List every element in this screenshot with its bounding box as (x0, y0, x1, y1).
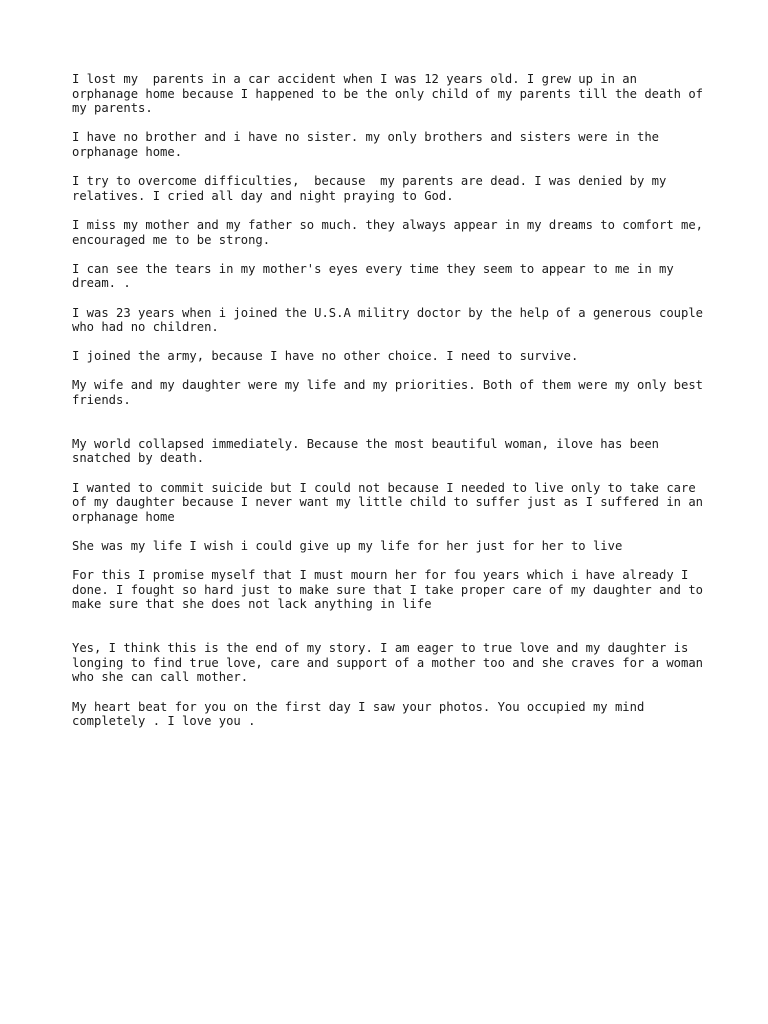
paragraph-6: I was 23 years when i joined the U.S.A militry doctor by the help of a generous couple who had no children. (72, 305, 711, 335)
paragraph-11: She was my life I wish i could give up my life for her just for her to live (72, 539, 623, 553)
paragraph-3: I try to overcome difficulties, because my parents are dead. I was denied by my relatives. I cried all day and night praying to God. (72, 174, 674, 203)
paragraph-13: Yes, I think this is the end of my story. I am eager to true love and my daughter is longing to find true love, care and support of a mother too and she craves for a woman who she can call mother. (72, 641, 711, 685)
paragraph-7: I joined the army, because I have no other choice. I need to survive. (72, 349, 579, 364)
paragraph-14: My heart beat for you on the first day I saw your photos. You occupied my mind completely . I love you . (72, 699, 652, 729)
paragraph-5: I can see the tears in my mother's eyes every time they seem to appear to me in my dream. . (72, 261, 682, 291)
paragraph-2: I have no brother and i have no sister. my only brothers and sisters were in the orphanage home. (72, 130, 667, 159)
paragraph-10: I wanted to commit suicide but I could not because I needed to live only to take care of my daughter because I never want my little child to suffer just as I suffered in an orphanage home (72, 480, 711, 524)
paragraph-12: For this I promise myself that I must mourn her for fou years which i have already I done. I fought so hard just to make sure that I take proper care of my daughter and to make sure that she does not lack anything in life (72, 568, 711, 612)
paragraph-9: My world collapsed immediately. Because the most beautiful woman, ilove has been snatched by death. (72, 436, 667, 466)
paragraph-1: I lost my parents in a car accident when I was 12 years old. I grew up in an orphanage home because I happened to be the only child of my parents till the death of my parents. (72, 72, 711, 116)
paragraph-8: My wife and my daughter were my life and my priorities. Both of them were my only best friends. (72, 378, 711, 408)
document-body (72, 72, 711, 743)
paragraph-4: I miss my mother and my father so much. they always appear in my dreams to comfort me, encouraged me to be strong. (72, 217, 711, 247)
